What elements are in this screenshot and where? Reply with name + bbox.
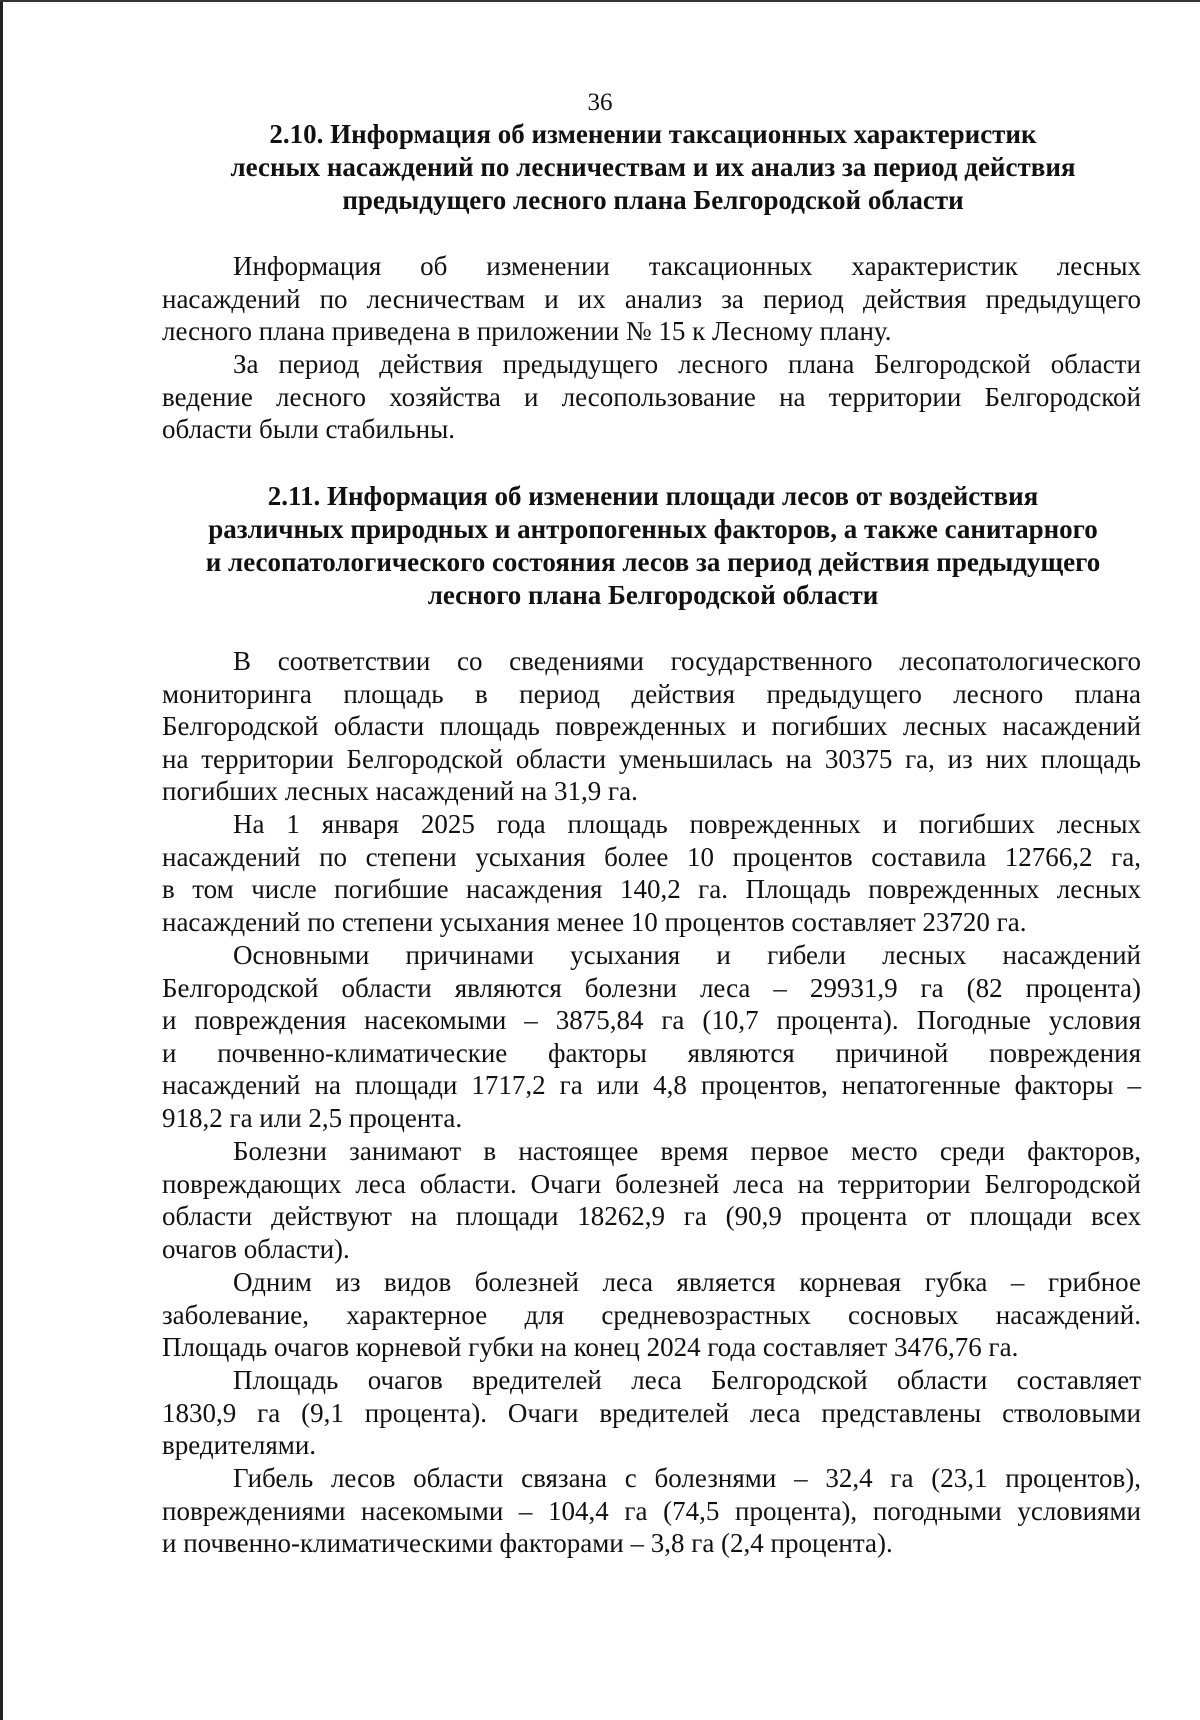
paragraph-line: Площадь очагов корневой губки на конец 2024 года составляет 3476,76 га.: [162, 1332, 1019, 1363]
paragraph-line: Белгородской области являются болезни леса – 29931,9 га (82 процента): [162, 972, 1141, 1003]
paragraph-line: и почвенно-климатическими факторами – 3,8 га (2,4 процента).: [162, 1528, 893, 1559]
paragraph-line: лесного плана приведена в приложении № 15 к Лесному плану.: [162, 316, 892, 347]
paragraph-line: и повреждения насекомыми – 3875,84 га (10,7 процента). Погодные условия: [162, 1005, 1141, 1036]
paragraph-line: Белгородской области площадь поврежденных и погибших лесных насаждений: [162, 711, 1141, 742]
section-2-11-paragraph-2: [162, 808, 1141, 938]
paragraph-line: повреждениями насекомыми – 104,4 га (74,5 процента), погодными условиями: [162, 1495, 1141, 1526]
paragraph-line: Гибель лесов области связана с болезнями – 32,4 га (23,1 процентов),: [233, 1463, 1141, 1493]
scan-edge-top: [0, 0, 1200, 2]
paragraph-line: мониторинга площадь в период действия предыдущего лесного плана: [162, 678, 1141, 709]
heading-line: предыдущего лесного плана Белгородской области: [342, 185, 964, 215]
page-number: 36: [587, 89, 613, 116]
section-2-11-paragraph-5: [162, 1266, 1141, 1364]
heading-line: 2.10. Информация об изменении таксационных характеристик: [269, 119, 1037, 149]
heading-line: различных природных и антропогенных факторов, а также санитарного: [208, 514, 1098, 544]
paragraph-line: в том числе погибшие насаждения 140,2 га. Площадь поврежденных лесных: [162, 874, 1141, 905]
paragraph-line: заболевание, характерное для средневозрастных сосновых насаждений.: [162, 1299, 1141, 1330]
section-2-11-heading: [163, 480, 1143, 612]
paragraph-line: погибших лесных насаждений на 31,9 га.: [162, 776, 638, 807]
heading-line: лесного плана Белгородской области: [427, 580, 879, 610]
paragraph-line: Болезни занимают в настоящее время первое место среди факторов,: [233, 1136, 1141, 1166]
paragraph-line: области действуют на площади 18262,9 га (90,9 процента от площади всех: [162, 1201, 1141, 1232]
paragraph-line: Одним из видов болезней леса является корневая губка – грибное: [233, 1267, 1141, 1297]
section-2-11-paragraph-1: [162, 645, 1141, 808]
paragraph-line: на территории Белгородской области уменьшилась на 30375 га, из них площадь: [162, 743, 1141, 774]
paragraph-line: насаждений по степени усыхания более 10 процентов составила 12766,2 га,: [162, 841, 1141, 872]
paragraph-line: На 1 января 2025 года площадь поврежденных и погибших лесных: [233, 809, 1141, 839]
paragraph-line: вредителями.: [162, 1430, 317, 1461]
section-2-10-paragraph-1: [162, 250, 1141, 348]
paragraph-line: насаждений на площади 1717,2 га или 4,8 процентов, непатогенные факторы –: [162, 1070, 1141, 1101]
paragraph-line: области были стабильны.: [162, 414, 455, 445]
section-2-11-paragraph-7: [162, 1462, 1141, 1560]
scan-edge-left: [0, 0, 3, 1720]
paragraph-line: В соответствии со сведениями государственного лесопатологического: [233, 646, 1141, 676]
paragraph-line: насаждений по лесничествам и их анализ за период действия предыдущего: [162, 283, 1141, 314]
section-2-10-paragraph-2: [162, 348, 1141, 446]
heading-line: лесных насаждений по лесничествам и их анализ за период действия: [230, 152, 1076, 182]
paragraph-line: повреждающих леса области. Очаги болезней леса на территории Белгородской: [162, 1168, 1141, 1199]
paragraph-line: 1830,9 га (9,1 процента). Очаги вредителей леса представлены стволовыми: [162, 1397, 1141, 1428]
paragraph-line: Основными причинами усыхания и гибели лесных насаждений: [233, 940, 1141, 970]
paragraph-line: За период действия предыдущего лесного плана Белгородской области: [233, 349, 1141, 379]
paragraph-line: ведение лесного хозяйства и лесопользование на территории Белгородской: [162, 381, 1141, 412]
paragraph-line: очагов области).: [162, 1233, 350, 1264]
heading-line: и лесопатологического состояния лесов за период действия предыдущего: [205, 547, 1101, 577]
paragraph-line: насаждений по степени усыхания менее 10 процентов составляет 23720 га.: [162, 906, 1027, 937]
paragraph-line: 918,2 га или 2,5 процента.: [162, 1102, 463, 1133]
section-2-11-paragraph-6: [162, 1364, 1141, 1462]
paragraph-line: Информация об изменении таксационных характеристик лесных: [233, 251, 1141, 281]
section-2-10-heading: [163, 118, 1143, 217]
paragraph-line: и почвенно-климатические факторы являются причиной повреждения: [162, 1037, 1141, 1068]
section-2-11-paragraph-4: [162, 1135, 1141, 1265]
section-2-11-paragraph-3: [162, 939, 1141, 1135]
heading-line: 2.11. Информация об изменении площади лесов от воздействия: [267, 481, 1039, 511]
paragraph-line: Площадь очагов вредителей леса Белгородской области составляет: [233, 1365, 1141, 1395]
